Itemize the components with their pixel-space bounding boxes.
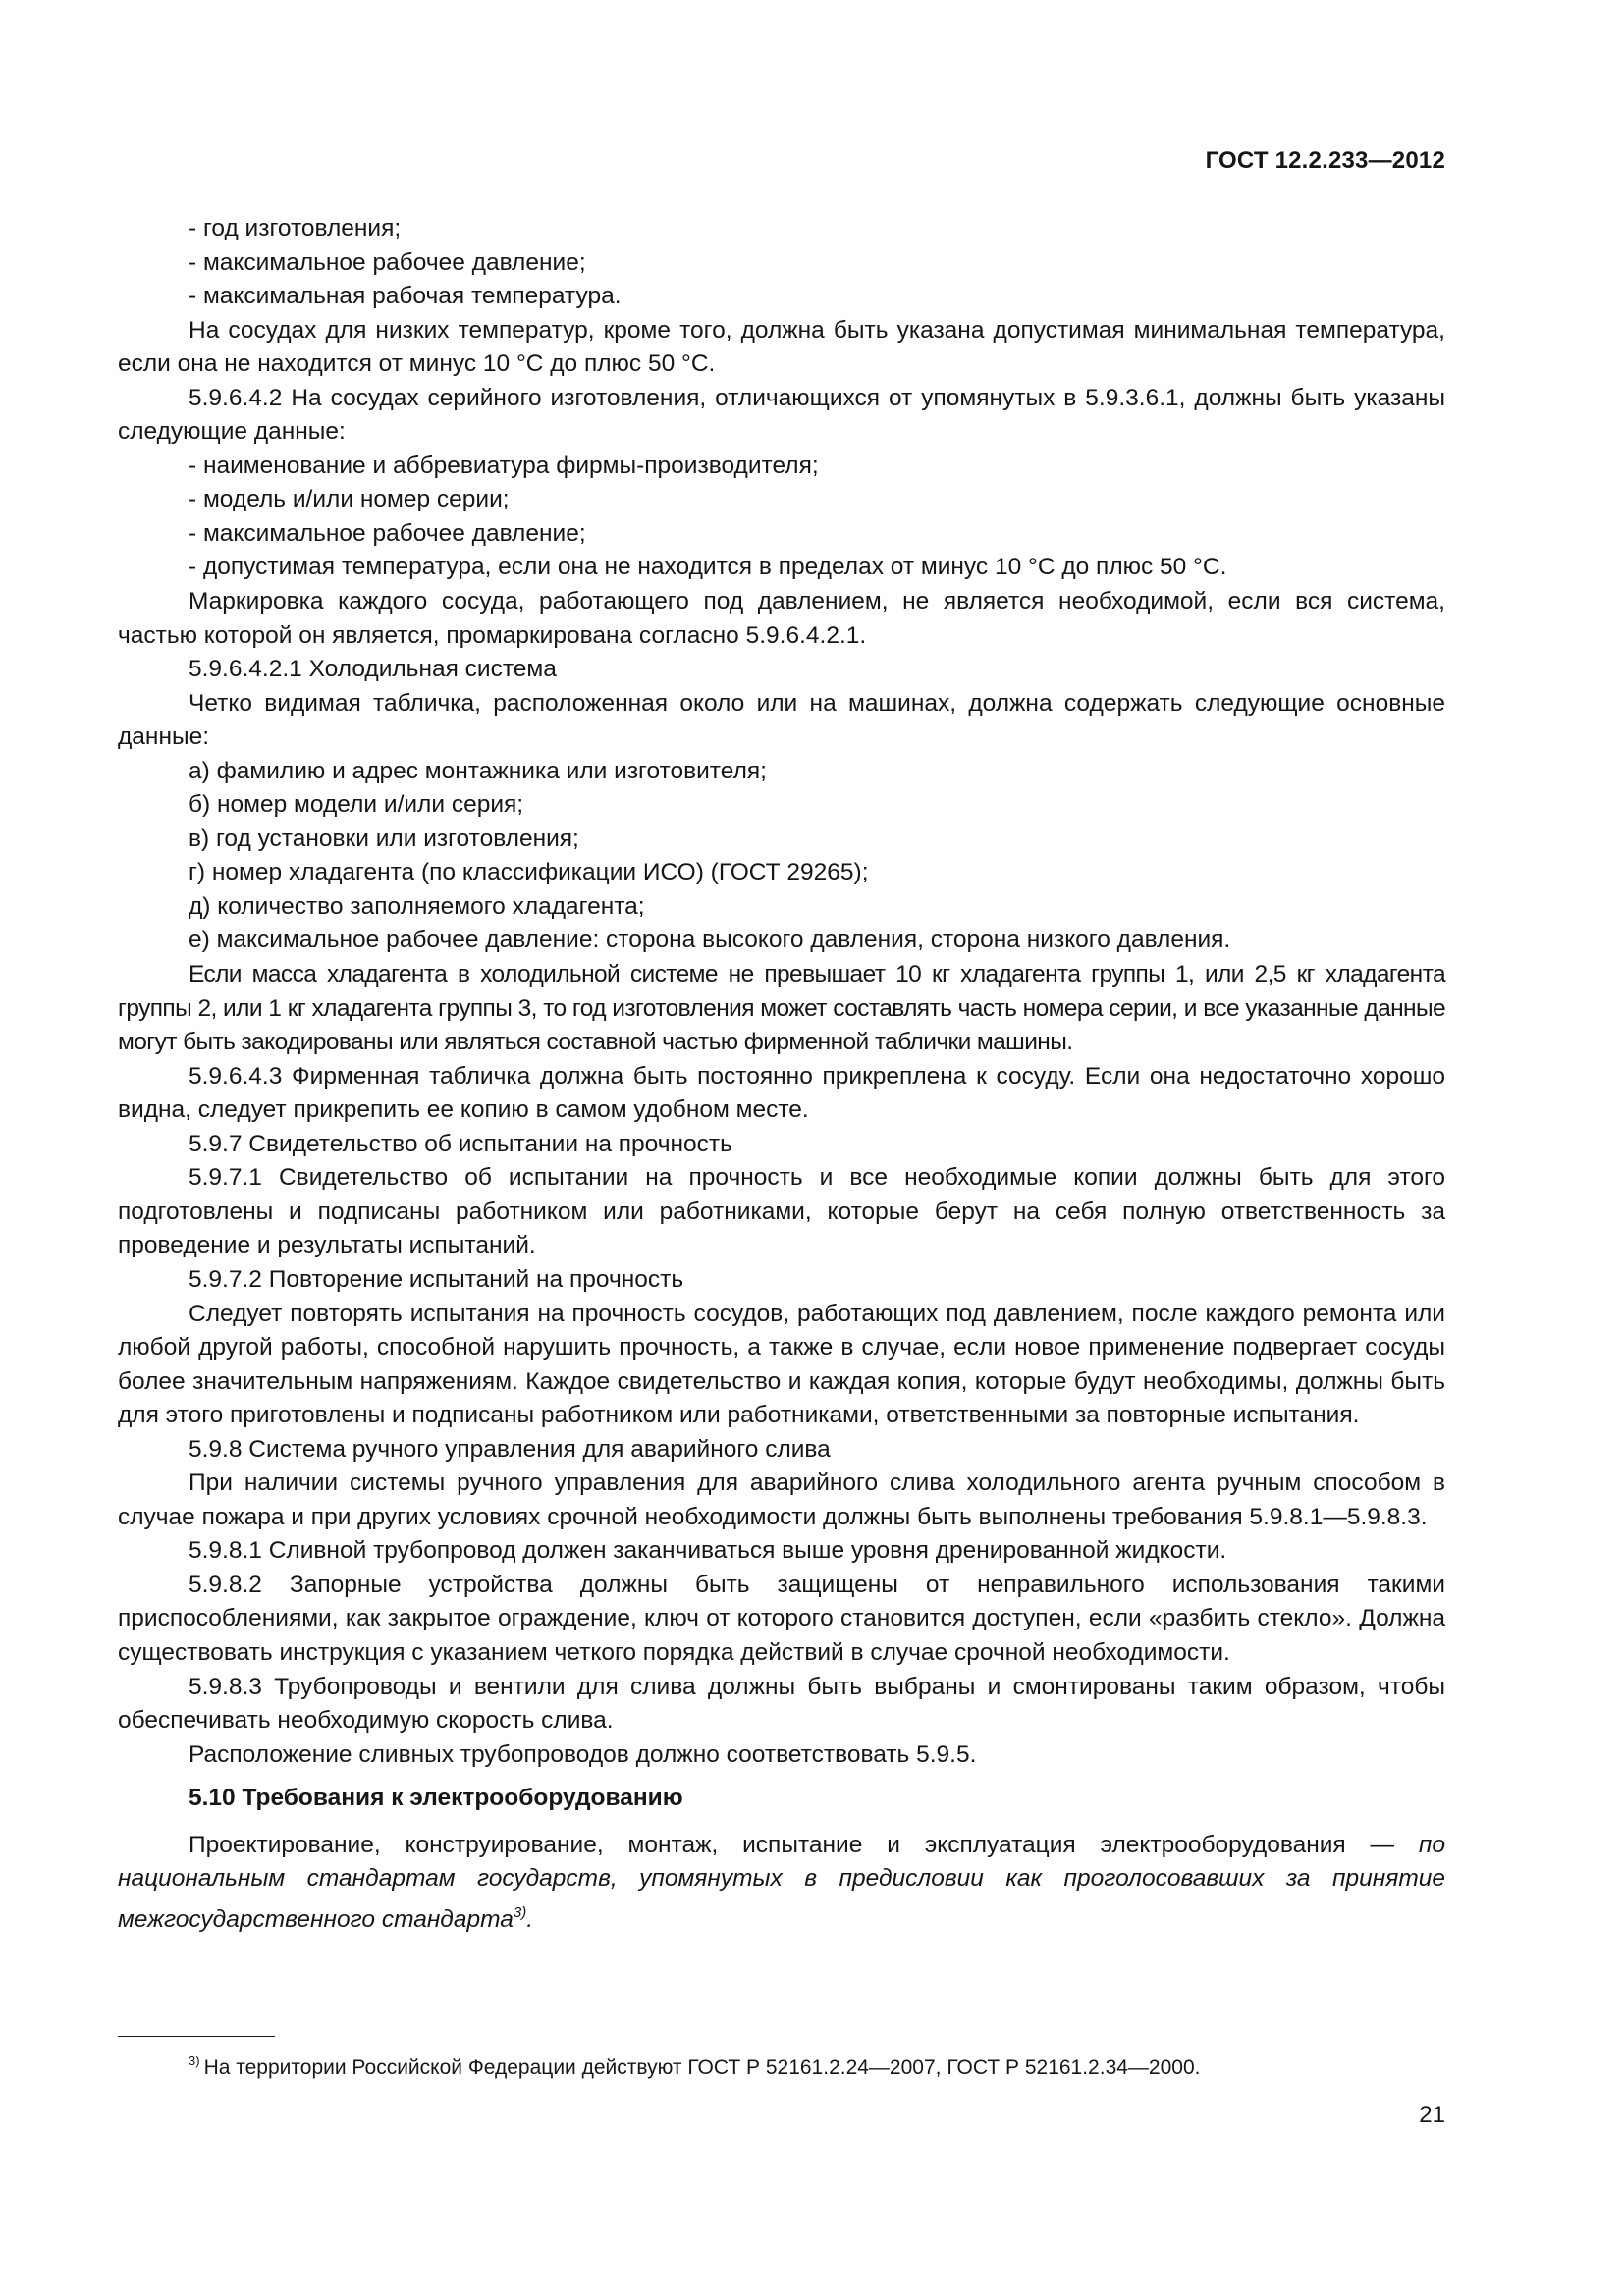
list-item: - допустимая температура, если она не находится в пределах от минус 10 °С до плюс 50 °С. [189, 554, 1227, 581]
paragraph: Маркировка каждого сосуда, работающего под давлением, не является необходимой, если вся система, частью которой он является, промаркирована согласно 5.9.6.4.2.1. [118, 588, 1445, 649]
paragraph: Расположение сливных трубопроводов должно соответствовать 5.9.5. [189, 1740, 977, 1768]
list-item: г) номер хладагента (по классификации ИСО) (ГОСТ 29265); [189, 859, 869, 886]
paragraph: Четко видимая табличка, расположенная около или на машинах, должна содержать следующие основные данные: [118, 689, 1445, 751]
footnote-reference: 3) [513, 1903, 527, 1921]
footnote-marker: 3) [189, 2054, 200, 2068]
paragraph: Следует повторять испытания на прочность сосудов, работающих под давлением, после каждого ремонта или любой другой работы, способной нарушить прочность, а также в случае, если новое применение подвергает сосуды более значительным напряжениям. Каждое свидетельство и каждая копия, которые будут необходимы, должны быть для этого приготовлены и подписаны работником или работниками, ответственными за повторные испытания. [118, 1300, 1445, 1429]
clause-paragraph: 5.9.7.1 Свидетельство об испытании на прочность и все необходимые копии должны быть для этого подготовлены и подписаны работником или работниками, которые берут на себя полную ответственность за проведение и результаты испытаний. [118, 1164, 1445, 1259]
list-item: - максимальное рабочее давление; [189, 519, 586, 547]
paragraph: При наличии системы ручного управления для аварийного слива холодильного агента ручным способом в случае пожара и при других условиях срочной необходимости должны быть выполнены требования 5.9.8.1—5.9.8.3. [118, 1469, 1445, 1530]
paragraph: Если масса хладагента в холодильной системе не превышает 10 кг хладагента группы 1, или 2,5 кг хладагента группы 2, или 1 кг хладагента группы 3, то год изготовления может составлять часть номера серии, и все указанные данные могут быть закодированы или являться составной частью фирменной таблички машины. [118, 961, 1445, 1056]
section-heading: 5.10 Требования к электрооборудованию [189, 1785, 683, 1812]
list-item: е) максимальное рабочее давление: сторона высокого давления, сторона низкого давления. [189, 927, 1231, 954]
document-body [118, 212, 1445, 1937]
page-number: 21 [1419, 2102, 1445, 2128]
list-item: - максимальная рабочая температура. [189, 283, 622, 310]
footnote [189, 2054, 1200, 2080]
clause-heading: 5.9.6.4.2.1 Холодильная система [189, 656, 557, 683]
section-text-plain: Проектирование, конструирование, монтаж, испытание и эксплуатация электрооборудования — [189, 1831, 1395, 1858]
clause-paragraph: 5.9.8.1 Сливной трубопровод должен заканчиваться выше уровня дренированной жидкости. [189, 1537, 1227, 1565]
footnote-divider [118, 2036, 275, 2037]
list-item: - максимальное рабочее давление; [189, 248, 586, 276]
section-paragraph [118, 1829, 1445, 1938]
section-text-end: . [526, 1905, 534, 1933]
list-item: д) количество заполняемого хладагента; [189, 892, 645, 920]
list-item: - модель и/или номер серии; [189, 486, 510, 513]
document-id-header: ГОСТ 12.2.233—2012 [1205, 147, 1445, 174]
footnote-text: На территории Российской Федерации действуют ГОСТ Р 52161.2.24—2007, ГОСТ Р 52161.2.34—2000. [203, 2056, 1201, 2079]
clause-paragraph: 5.9.6.4.3 Фирменная табличка должна быть постоянно прикреплена к сосуду. Если она недостаточно хорошо видна, следует прикрепить ее копию в самом удобном месте. [118, 1062, 1445, 1124]
list-item: а) фамилию и адрес монтажника или изготовителя; [189, 757, 767, 784]
list-item: б) номер модели и/или серия; [189, 791, 524, 819]
clause-paragraph: 5.9.8.3 Трубопроводы и вентили для слива должны быть выбраны и смонтированы таким образом, чтобы обеспечивать необходимую скорость слива. [118, 1673, 1445, 1735]
clause-heading: 5.9.8 Система ручного управления для аварийного слива [189, 1435, 831, 1463]
clause-heading: 5.9.7.2 Повторение испытаний на прочность [189, 1265, 684, 1293]
list-item: в) год установки или изготовления; [189, 825, 579, 852]
list-item: - наименование и аббревиатура фирмы-производителя; [189, 452, 819, 479]
list-item: - год изготовления; [189, 215, 402, 241]
clause-paragraph: 5.9.8.2 Запорные устройства должны быть защищены от неправильного использования такими приспособлениями, как закрытое ограждение, ключ от которого становится доступен, если «разбить стекло». Должна существовать инструкция с указанием четкого порядка действий в случае срочной необходимости. [118, 1571, 1445, 1666]
clause-paragraph: 5.9.6.4.2 На сосудах серийного изготовления, отличающихся от упомянутых в 5.9.3.6.1, должны быть указаны следующие данные: [118, 384, 1445, 446]
paragraph: На сосудах для низких температур, кроме того, должна быть указана допустимая минимальная температура, если она не находится от минус 10 °С до плюс 50 °С. [118, 316, 1445, 378]
clause-heading: 5.9.7 Свидетельство об испытании на прочность [189, 1130, 732, 1157]
section-text-italic: по национальным стандартам государств, упомянутых в предисловии как проголосовавших за принятие межгосударственного стандарта [118, 1831, 1445, 1933]
